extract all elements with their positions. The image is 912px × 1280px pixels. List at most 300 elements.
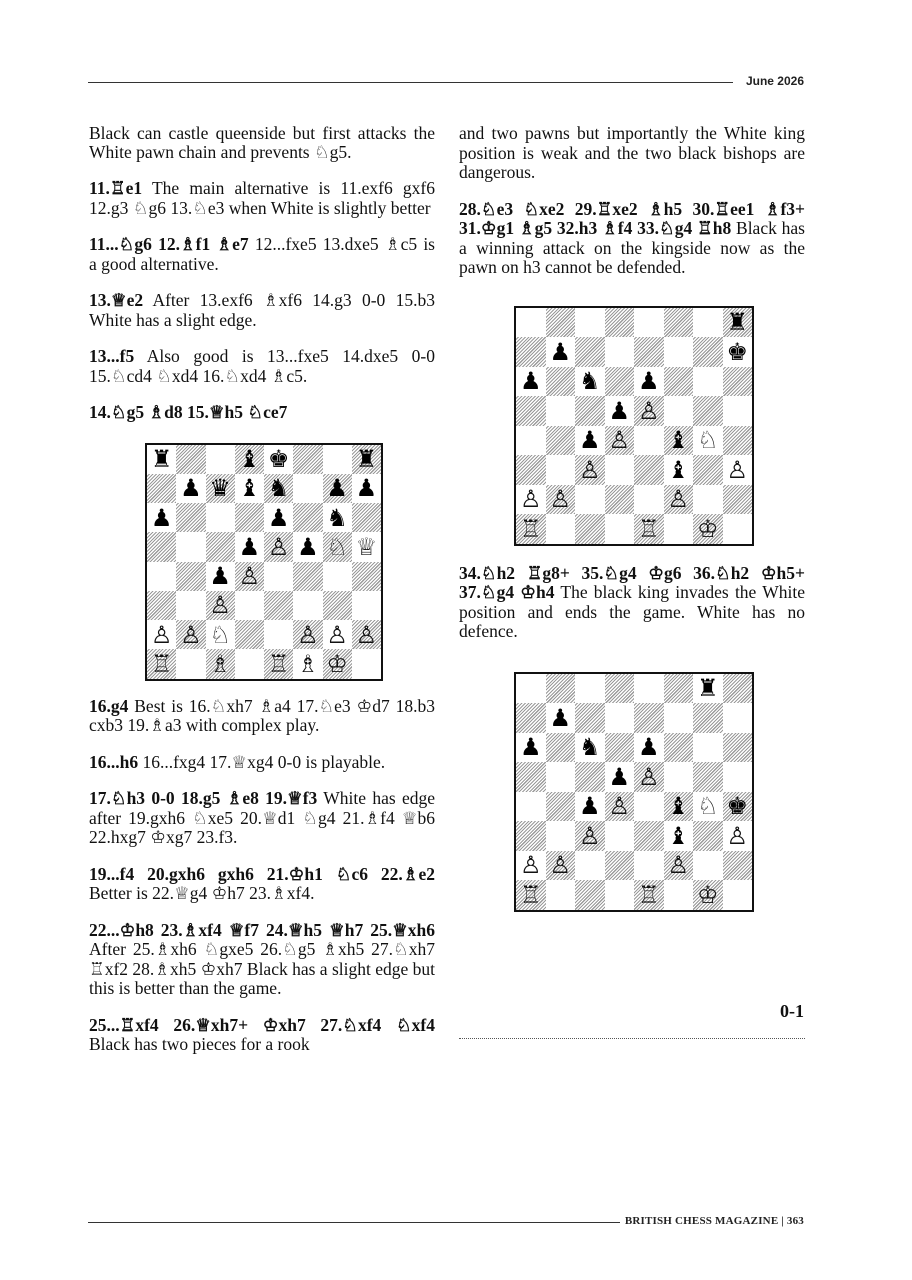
board-square bbox=[723, 367, 753, 397]
white-rook-icon: ♖ bbox=[637, 880, 660, 909]
board-square bbox=[293, 562, 322, 591]
board-square bbox=[516, 821, 546, 851]
board-square bbox=[664, 455, 694, 485]
board-square bbox=[693, 792, 723, 822]
board-square bbox=[546, 880, 576, 910]
black-bishop-icon: ♝ bbox=[238, 474, 261, 503]
board-square bbox=[516, 703, 546, 733]
board-square bbox=[176, 591, 205, 620]
board-square bbox=[235, 503, 264, 532]
white-pawn-icon: ♙ bbox=[549, 485, 571, 514]
board-square bbox=[634, 426, 664, 456]
white-pawn-icon: ♙ bbox=[608, 426, 630, 455]
board-square bbox=[352, 503, 381, 532]
paragraph bbox=[89, 403, 435, 423]
board-square bbox=[693, 455, 723, 485]
board-square bbox=[634, 851, 664, 881]
board-square bbox=[176, 562, 205, 591]
board-square bbox=[235, 532, 264, 561]
black-knight-icon: ♞ bbox=[326, 503, 348, 532]
white-pawn-icon: ♙ bbox=[578, 821, 601, 850]
board-square bbox=[723, 308, 753, 338]
board-square bbox=[546, 367, 576, 397]
board-square bbox=[634, 455, 664, 485]
game-result: 0-1 bbox=[780, 1001, 804, 1021]
board-square bbox=[516, 674, 546, 704]
black-king-icon: ♚ bbox=[726, 792, 748, 821]
black-rook-icon: ♜ bbox=[150, 445, 173, 474]
board-square bbox=[723, 426, 753, 456]
board-square bbox=[546, 674, 576, 704]
board-square bbox=[516, 880, 546, 910]
board-square bbox=[546, 514, 576, 544]
board-square bbox=[664, 880, 694, 910]
board-square bbox=[723, 396, 753, 426]
black-knight-icon: ♞ bbox=[578, 367, 601, 396]
paragraph bbox=[89, 179, 435, 218]
board-square bbox=[352, 591, 381, 620]
board-square bbox=[634, 485, 664, 515]
board-square bbox=[605, 455, 635, 485]
move-text: 11.♖e1 bbox=[89, 178, 143, 198]
board-square bbox=[634, 367, 664, 397]
board-square bbox=[723, 485, 753, 515]
black-rook-icon: ♜ bbox=[696, 674, 719, 703]
board-square bbox=[693, 703, 723, 733]
black-rook-icon: ♜ bbox=[726, 308, 748, 337]
board-square bbox=[546, 485, 576, 515]
move-text: 22...♔h8 23.♗xf4 ♕f7 24.♕h5 ♕h7 25.♕xh6 bbox=[89, 919, 435, 940]
commentary: Best is 16.♘xh7 ♗a4 17.♘e3 ♔d7 18.b3 cxb3 19.♗a3 with complex play. bbox=[89, 695, 435, 735]
board-square bbox=[605, 308, 635, 338]
white-queen-icon: ♕ bbox=[355, 532, 378, 561]
board-square bbox=[575, 485, 605, 515]
board-square bbox=[605, 762, 635, 792]
board-square bbox=[264, 445, 293, 474]
white-knight-icon: ♘ bbox=[209, 620, 231, 649]
board-square bbox=[323, 649, 352, 678]
move-text: 19...f4 20.gxh6 gxh6 21.♔h1 ♘c6 22.♗e2 bbox=[89, 863, 435, 884]
white-pawn-icon: ♙ bbox=[209, 591, 231, 620]
board-square bbox=[352, 649, 381, 678]
black-knight-icon: ♞ bbox=[267, 474, 290, 503]
board-square bbox=[664, 821, 694, 851]
paragraph: Black can castle queenside but first attacks the White pawn chain and prevents ♘g5. bbox=[89, 123, 435, 162]
board-square bbox=[206, 445, 235, 474]
black-king-icon: ♚ bbox=[726, 337, 748, 366]
board-square bbox=[605, 703, 635, 733]
board-square bbox=[264, 532, 293, 561]
board-square bbox=[575, 762, 605, 792]
board-square bbox=[546, 792, 576, 822]
board-square bbox=[352, 562, 381, 591]
board-square bbox=[634, 514, 664, 544]
move-text: 25...♖xf4 26.♕xh7+ ♔xh7 27.♘xf4 ♘xf4 bbox=[89, 1014, 435, 1035]
board-square bbox=[293, 649, 322, 678]
board-square bbox=[293, 445, 322, 474]
board-square bbox=[323, 503, 352, 532]
board-square bbox=[323, 562, 352, 591]
white-rook-icon: ♖ bbox=[637, 514, 660, 543]
board-square bbox=[605, 396, 635, 426]
board-square bbox=[575, 396, 605, 426]
result-rule bbox=[459, 1038, 805, 1039]
board-square bbox=[323, 591, 352, 620]
white-rook-icon: ♖ bbox=[150, 649, 173, 678]
board-square bbox=[693, 485, 723, 515]
board-square bbox=[323, 474, 352, 503]
white-pawn-icon: ♙ bbox=[578, 455, 601, 484]
paragraph bbox=[459, 200, 805, 278]
board-square bbox=[634, 821, 664, 851]
chess-diagram-3 bbox=[514, 672, 750, 908]
move-text: 17.♘h3 0-0 18.g5 ♗e8 19.♕f3 bbox=[89, 788, 318, 808]
black-pawn-icon: ♟ bbox=[150, 503, 173, 532]
paragraph bbox=[89, 865, 435, 904]
board-square bbox=[176, 474, 205, 503]
board-square bbox=[605, 733, 635, 763]
commentary: 12...fxe5 13.dxe5 ♗c5 is a good alternative. bbox=[89, 234, 435, 274]
board-square bbox=[516, 337, 546, 367]
chess-diagram-2 bbox=[514, 306, 750, 542]
board-square bbox=[516, 367, 546, 397]
move-text: 13.♕e2 bbox=[89, 290, 144, 310]
board-square bbox=[176, 532, 205, 561]
white-pawn-icon: ♙ bbox=[637, 762, 660, 791]
board-square bbox=[147, 591, 176, 620]
board-square bbox=[575, 514, 605, 544]
board-square bbox=[693, 762, 723, 792]
board-square bbox=[206, 620, 235, 649]
board-square bbox=[664, 733, 694, 763]
board-square bbox=[546, 733, 576, 763]
board-square bbox=[693, 514, 723, 544]
white-pawn-icon: ♙ bbox=[238, 562, 261, 591]
board-square bbox=[605, 792, 635, 822]
paragraph bbox=[89, 697, 435, 736]
black-queen-icon: ♛ bbox=[209, 474, 231, 503]
board-square bbox=[723, 880, 753, 910]
white-king-icon: ♔ bbox=[696, 514, 719, 543]
board-square bbox=[634, 337, 664, 367]
white-knight-icon: ♘ bbox=[696, 426, 719, 455]
paragraph bbox=[89, 1016, 435, 1055]
board-square bbox=[176, 445, 205, 474]
board-square bbox=[264, 620, 293, 649]
board-square bbox=[264, 591, 293, 620]
black-pawn-icon: ♟ bbox=[297, 532, 319, 561]
paragraph bbox=[89, 753, 435, 773]
board-square bbox=[723, 674, 753, 704]
commentary: The main alternative is 11.exf6 gxf6 12.g3 ♘g6 13.♘e3 when White is slightly better bbox=[89, 178, 435, 218]
black-bishop-icon: ♝ bbox=[667, 426, 689, 455]
board-square bbox=[575, 308, 605, 338]
board-square bbox=[575, 821, 605, 851]
black-pawn-icon: ♟ bbox=[637, 367, 660, 396]
white-rook-icon: ♖ bbox=[519, 514, 542, 543]
board-square bbox=[293, 591, 322, 620]
black-pawn-icon: ♟ bbox=[578, 426, 601, 455]
board-square bbox=[723, 455, 753, 485]
header-rule bbox=[88, 82, 733, 83]
board-square bbox=[516, 308, 546, 338]
board-square bbox=[293, 503, 322, 532]
board-square bbox=[546, 762, 576, 792]
board-square bbox=[634, 880, 664, 910]
board-square bbox=[664, 367, 694, 397]
board-square bbox=[693, 367, 723, 397]
black-knight-icon: ♞ bbox=[578, 733, 601, 762]
black-bishop-icon: ♝ bbox=[667, 821, 689, 850]
board-square bbox=[147, 474, 176, 503]
board-square bbox=[693, 851, 723, 881]
board-square bbox=[693, 674, 723, 704]
board-square bbox=[575, 367, 605, 397]
black-pawn-icon: ♟ bbox=[549, 337, 571, 366]
commentary: After 13.exf6 ♗xf6 14.g3 0-0 15.b3 White has a slight edge. bbox=[89, 290, 435, 330]
paragraph bbox=[89, 235, 435, 274]
board-square bbox=[693, 308, 723, 338]
white-knight-icon: ♘ bbox=[696, 792, 719, 821]
board-square bbox=[546, 308, 576, 338]
board-square bbox=[546, 851, 576, 881]
board-square bbox=[516, 733, 546, 763]
left-column bbox=[89, 124, 435, 1072]
paragraph bbox=[89, 921, 435, 999]
board-square bbox=[605, 426, 635, 456]
board-square bbox=[605, 880, 635, 910]
board-square bbox=[516, 792, 546, 822]
white-king-icon: ♔ bbox=[326, 649, 348, 678]
board-square bbox=[575, 880, 605, 910]
header-date: June 2026 bbox=[745, 74, 804, 88]
board-square bbox=[634, 733, 664, 763]
board-square bbox=[664, 514, 694, 544]
commentary: White has edge after 19.gxh6 ♘xe5 20.♕d1 ♘g4 21.♗f4 ♕b6 22.hxg7 ♔xg7 23.f3. bbox=[89, 788, 435, 847]
board-square bbox=[147, 503, 176, 532]
board-square bbox=[723, 792, 753, 822]
board-square bbox=[176, 649, 205, 678]
black-rook-icon: ♜ bbox=[355, 445, 378, 474]
board-square bbox=[352, 620, 381, 649]
commentary: Black has two pieces for a rook bbox=[89, 1034, 310, 1054]
board-square bbox=[723, 514, 753, 544]
board-square bbox=[575, 792, 605, 822]
white-bishop-icon: ♗ bbox=[209, 649, 231, 678]
board-square bbox=[235, 591, 264, 620]
board-square bbox=[235, 445, 264, 474]
board-square bbox=[206, 649, 235, 678]
board-square bbox=[235, 562, 264, 591]
board-square bbox=[516, 762, 546, 792]
white-pawn-icon: ♙ bbox=[297, 620, 319, 649]
paragraph bbox=[89, 347, 435, 386]
right-column bbox=[459, 124, 805, 908]
board-square bbox=[605, 851, 635, 881]
board-square bbox=[575, 337, 605, 367]
board-square bbox=[546, 703, 576, 733]
board-square bbox=[235, 620, 264, 649]
board-square bbox=[634, 396, 664, 426]
white-pawn-icon: ♙ bbox=[519, 485, 542, 514]
black-pawn-icon: ♟ bbox=[326, 474, 348, 503]
black-bishop-icon: ♝ bbox=[238, 445, 261, 474]
footer-text: BRITISH CHESS MAGAZINE | 363 bbox=[624, 1215, 804, 1227]
board-square bbox=[664, 485, 694, 515]
board-square bbox=[693, 337, 723, 367]
board-square bbox=[352, 474, 381, 503]
black-king-icon: ♚ bbox=[267, 445, 290, 474]
commentary: Black has a winning attack on the kingside now as the pawn on h3 cannot be defended. bbox=[459, 218, 805, 277]
board-square bbox=[235, 649, 264, 678]
board-square bbox=[516, 426, 546, 456]
board-square bbox=[605, 367, 635, 397]
board-square bbox=[723, 703, 753, 733]
board-square bbox=[293, 532, 322, 561]
move-text: 28.♘e3 ♘xe2 29.♖xe2 ♗h5 30.♖ee1 ♗f3+ 31.♔g1 ♗g5 32.h3 ♗f4 33.♘g4 ♖h8 bbox=[459, 198, 805, 238]
white-knight-icon: ♘ bbox=[326, 532, 348, 561]
board-square bbox=[664, 851, 694, 881]
white-pawn-icon: ♙ bbox=[667, 485, 689, 514]
white-pawn-icon: ♙ bbox=[637, 396, 660, 425]
board-square bbox=[575, 674, 605, 704]
white-pawn-icon: ♙ bbox=[180, 620, 202, 649]
black-bishop-icon: ♝ bbox=[667, 455, 689, 484]
board-square bbox=[634, 674, 664, 704]
board-square bbox=[264, 649, 293, 678]
white-bishop-icon: ♗ bbox=[297, 649, 319, 678]
board-square bbox=[264, 503, 293, 532]
black-pawn-icon: ♟ bbox=[637, 733, 660, 762]
black-pawn-icon: ♟ bbox=[519, 733, 542, 762]
board-square bbox=[723, 851, 753, 881]
board-square bbox=[723, 821, 753, 851]
board-square bbox=[264, 474, 293, 503]
move-text: 13...f5 bbox=[89, 346, 135, 366]
board-square bbox=[516, 485, 546, 515]
board-square bbox=[575, 455, 605, 485]
white-pawn-icon: ♙ bbox=[326, 620, 348, 649]
board-square bbox=[293, 620, 322, 649]
black-pawn-icon: ♟ bbox=[608, 762, 630, 791]
board-square bbox=[664, 703, 694, 733]
board-square bbox=[634, 703, 664, 733]
board-square bbox=[235, 474, 264, 503]
black-pawn-icon: ♟ bbox=[180, 474, 202, 503]
paragraph: and two pawns but importantly the White king position is weak and the two black bishops are dangerous. bbox=[459, 123, 805, 182]
board-square bbox=[206, 532, 235, 561]
white-pawn-icon: ♙ bbox=[267, 532, 290, 561]
board-square bbox=[546, 426, 576, 456]
board-square bbox=[605, 337, 635, 367]
commentary: Also good is 13...fxe5 14.dxe5 0-0 15.♘cd4 ♘xd4 16.♘xd4 ♗c5. bbox=[89, 346, 435, 386]
board-square bbox=[546, 821, 576, 851]
move-text: 11...♘g6 12.♗f1 ♗e7 bbox=[89, 234, 249, 254]
white-pawn-icon: ♙ bbox=[608, 792, 630, 821]
board-square bbox=[546, 455, 576, 485]
white-pawn-icon: ♙ bbox=[549, 851, 571, 880]
board-square bbox=[147, 620, 176, 649]
board-square bbox=[605, 674, 635, 704]
board-square bbox=[352, 532, 381, 561]
black-pawn-icon: ♟ bbox=[519, 367, 542, 396]
white-pawn-icon: ♙ bbox=[667, 851, 689, 880]
white-pawn-icon: ♙ bbox=[726, 455, 748, 484]
white-king-icon: ♔ bbox=[696, 880, 719, 909]
paragraph bbox=[459, 564, 805, 642]
board-square bbox=[605, 821, 635, 851]
black-pawn-icon: ♟ bbox=[267, 503, 290, 532]
board-square bbox=[664, 337, 694, 367]
commentary: Better is 22.♕g4 ♔h7 23.♗xf4. bbox=[89, 883, 315, 903]
white-pawn-icon: ♙ bbox=[726, 821, 748, 850]
chess-diagram-1 bbox=[145, 443, 379, 677]
board-square bbox=[664, 396, 694, 426]
board-square bbox=[147, 562, 176, 591]
black-pawn-icon: ♟ bbox=[355, 474, 378, 503]
black-pawn-icon: ♟ bbox=[578, 792, 601, 821]
move-text: 16...h6 bbox=[89, 751, 139, 772]
board-square bbox=[664, 308, 694, 338]
board-square bbox=[634, 792, 664, 822]
board-square bbox=[693, 426, 723, 456]
board-square bbox=[516, 396, 546, 426]
board-square bbox=[516, 455, 546, 485]
board-square bbox=[634, 308, 664, 338]
board-square bbox=[664, 674, 694, 704]
white-rook-icon: ♖ bbox=[519, 880, 542, 909]
black-pawn-icon: ♟ bbox=[549, 703, 571, 732]
board-square bbox=[206, 474, 235, 503]
board-square bbox=[206, 503, 235, 532]
move-text: 34.♘h2 ♖g8+ 35.♘g4 ♔g6 36.♘h2 ♔h5+ 37.♘g4 ♔h4 bbox=[459, 562, 805, 602]
board-square bbox=[264, 562, 293, 591]
board-square bbox=[323, 445, 352, 474]
white-pawn-icon: ♙ bbox=[150, 620, 173, 649]
white-pawn-icon: ♙ bbox=[519, 851, 542, 880]
black-pawn-icon: ♟ bbox=[238, 532, 261, 561]
board-square bbox=[693, 821, 723, 851]
paragraph bbox=[89, 291, 435, 330]
board-square bbox=[147, 445, 176, 474]
white-rook-icon: ♖ bbox=[267, 649, 290, 678]
board-square bbox=[516, 851, 546, 881]
board-square bbox=[605, 485, 635, 515]
board-square bbox=[575, 703, 605, 733]
board-square bbox=[352, 445, 381, 474]
board-square bbox=[323, 620, 352, 649]
board-square bbox=[723, 337, 753, 367]
board-square bbox=[723, 733, 753, 763]
board-square bbox=[664, 426, 694, 456]
paragraph bbox=[89, 789, 435, 848]
board-square bbox=[323, 532, 352, 561]
board-square bbox=[516, 514, 546, 544]
board-square bbox=[176, 503, 205, 532]
board-square bbox=[634, 762, 664, 792]
move-text: 16.g4 bbox=[89, 695, 129, 716]
commentary: The black king invades the White position and ends the game. White has no defence. bbox=[459, 582, 805, 641]
board-square bbox=[605, 514, 635, 544]
board-square bbox=[206, 591, 235, 620]
board-square bbox=[575, 426, 605, 456]
commentary: After 25.♗xh6 ♘gxe5 26.♘g5 ♗xh5 27.♘xh7 ♖xf2 28.♗xh5 ♔xh7 Black has a slight edge but this is better than the game. bbox=[89, 939, 435, 998]
board-square bbox=[206, 562, 235, 591]
footer-rule bbox=[88, 1222, 620, 1223]
board-square bbox=[147, 649, 176, 678]
move-text: 14.♘g5 ♗d8 15.♕h5 ♘ce7 bbox=[89, 402, 288, 422]
board-square bbox=[693, 396, 723, 426]
